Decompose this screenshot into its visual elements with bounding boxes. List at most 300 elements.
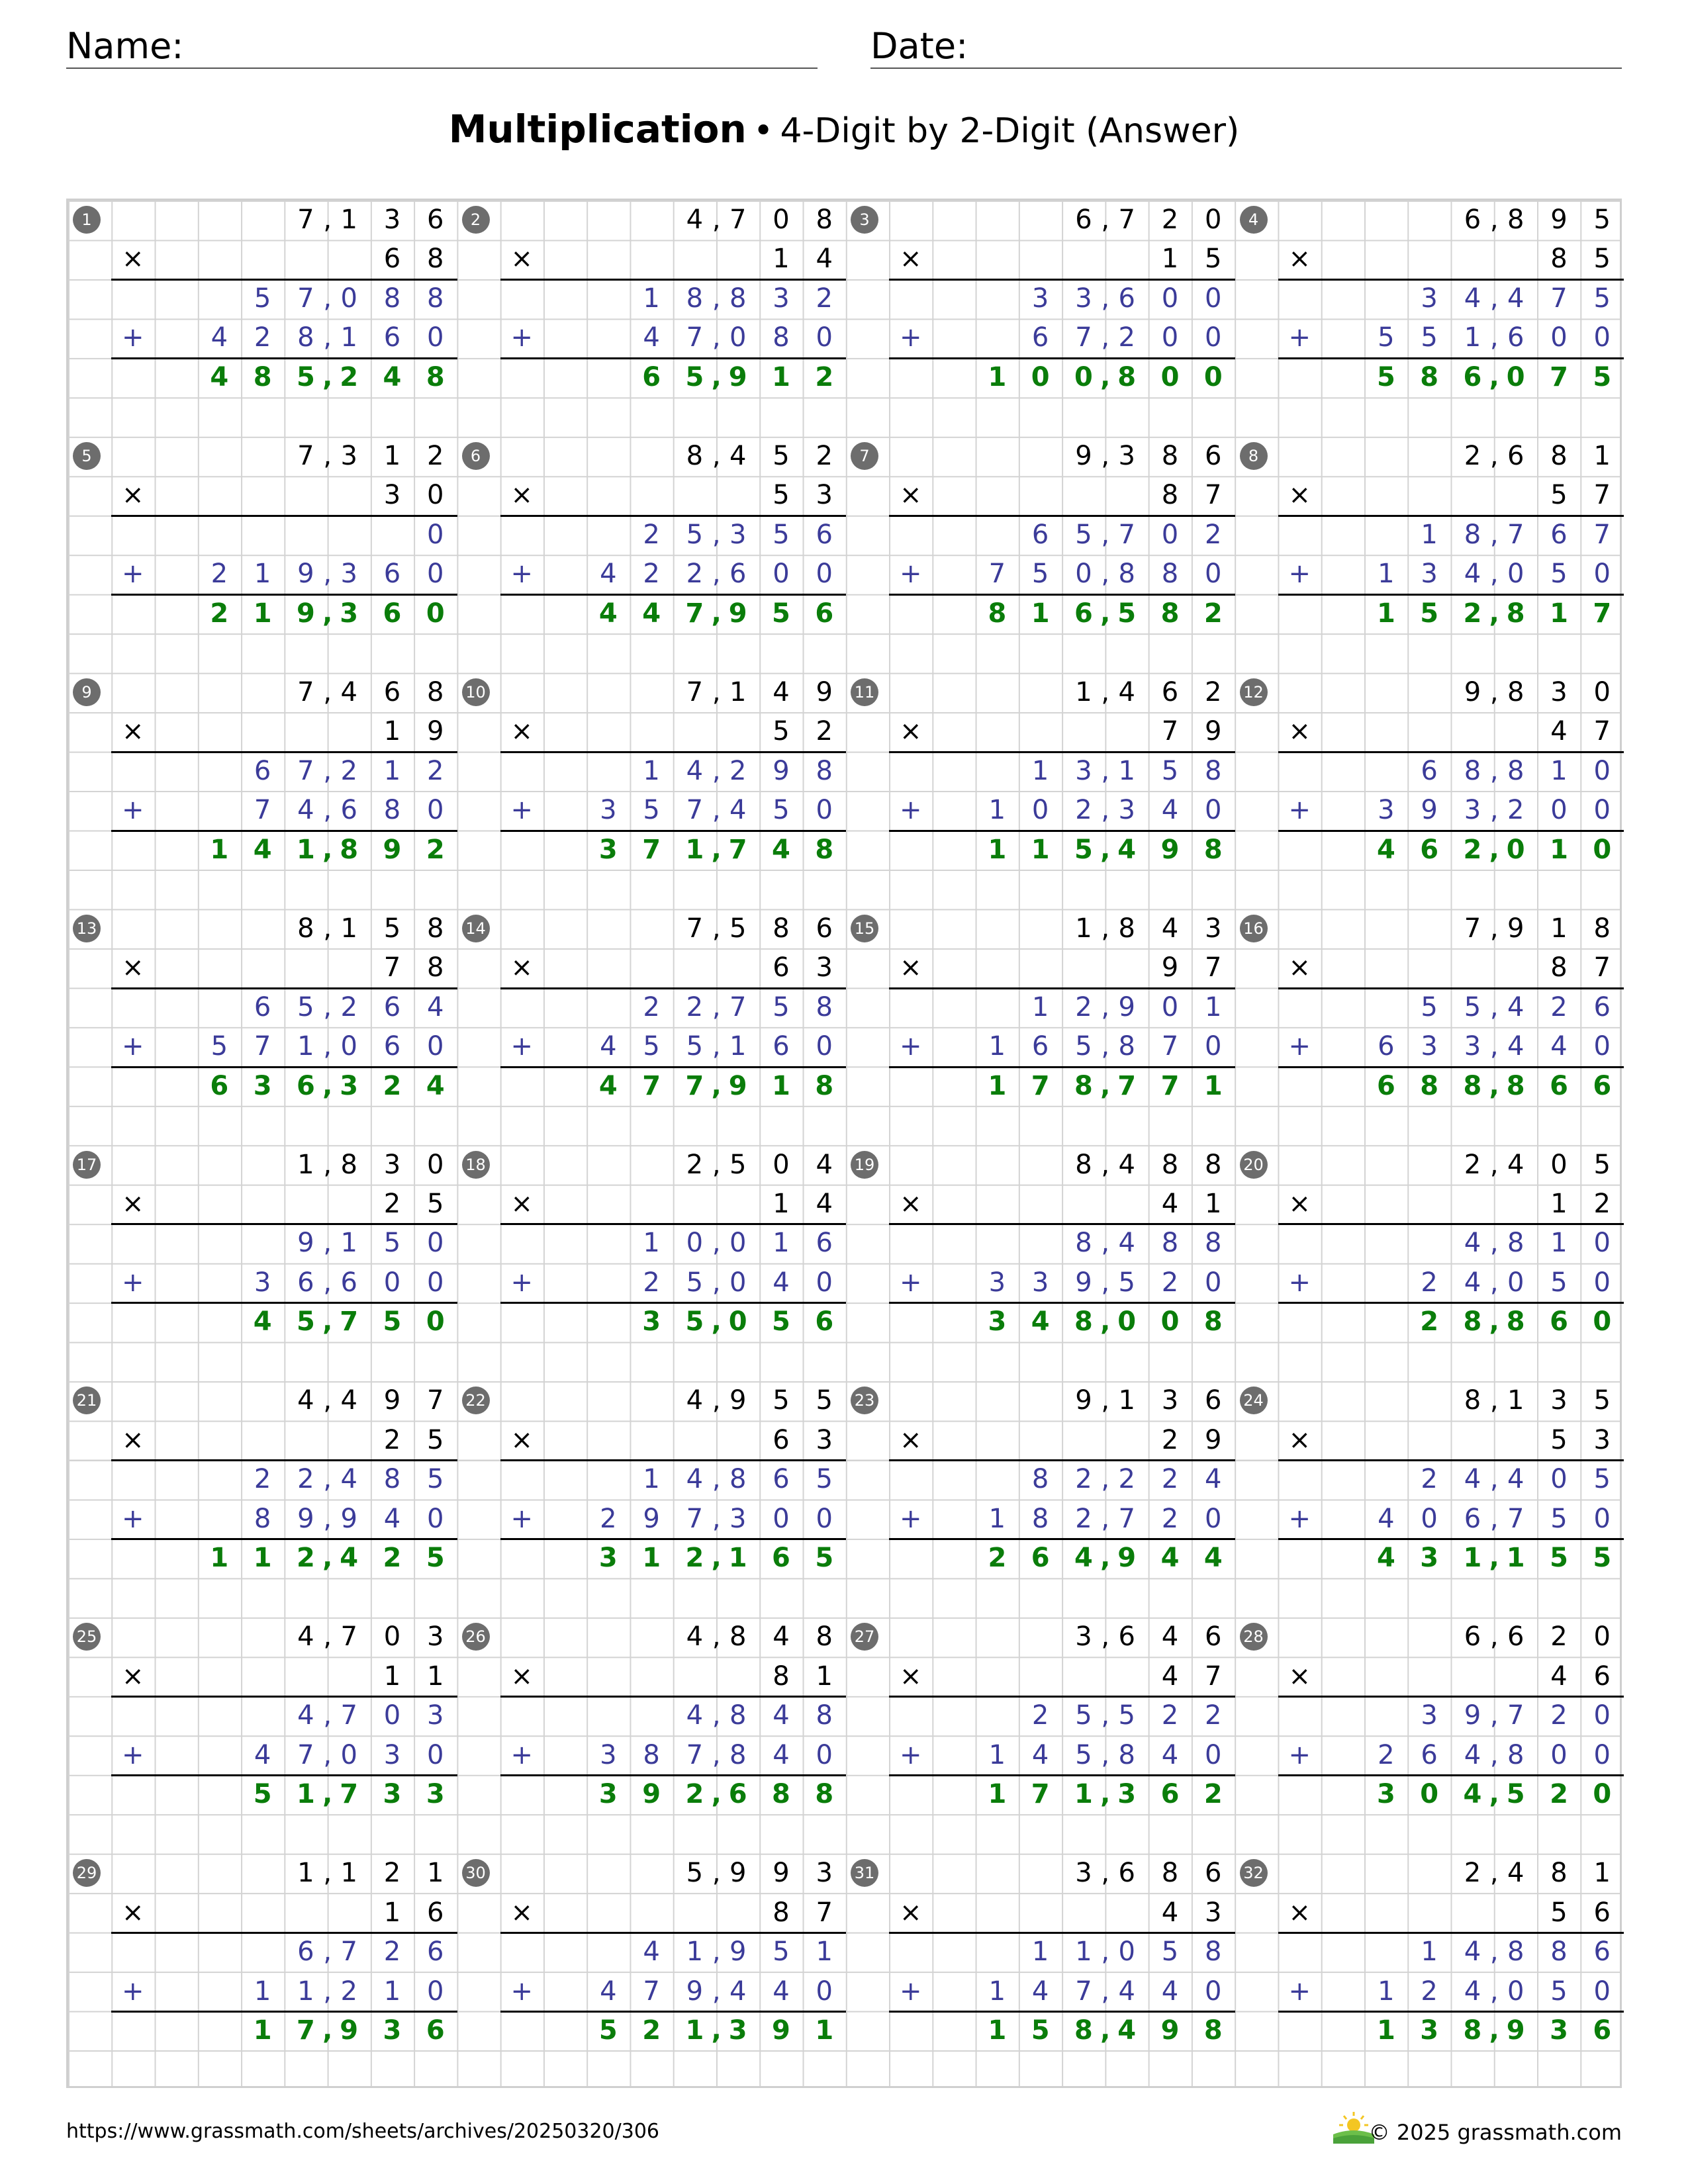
partial-product-1-digit: 1 [1421, 519, 1438, 550]
multiplicand-digit: 8 [1161, 1858, 1179, 1889]
answer-digit: 6 [383, 598, 402, 629]
partial-product-1-digit: 3 [729, 519, 747, 550]
answer-comma: , [1100, 361, 1111, 392]
multiplicand-digit: 9 [1550, 205, 1568, 235]
multiplier-digit: 7 [1593, 480, 1611, 511]
partial-product-1-digit: 4 [773, 1700, 790, 1731]
partial-product-2-comma: , [1489, 1503, 1499, 1534]
plus-sign: + [122, 1503, 144, 1534]
partial-product-2-digit: 3 [254, 1267, 271, 1298]
multiplicand-digit: 7 [729, 205, 747, 235]
multiplicand-comma: , [323, 1621, 332, 1653]
answer-digit: 1 [1203, 1070, 1223, 1101]
answer-digit: 8 [426, 361, 445, 392]
multiplicand-digit: 4 [1507, 1149, 1524, 1180]
partial-product-1-comma: , [323, 1700, 332, 1731]
times-sign: × [122, 1188, 144, 1219]
times-sign: × [1288, 1897, 1311, 1928]
answer-digit: 3 [1420, 2015, 1439, 2046]
partial-product-1-comma: , [1101, 755, 1110, 786]
problem-number-badge: 8 [1240, 442, 1268, 470]
partial-product-2-comma: , [323, 1503, 332, 1534]
partial-product-1-digit: 8 [1205, 1936, 1222, 1968]
multiplicand-digit: 4 [1118, 1149, 1135, 1180]
partial-product-2-digit: 6 [1031, 1031, 1049, 1062]
problem-number-badge: 24 [1240, 1387, 1268, 1414]
title-subtitle: 4-Digit by 2-Digit (Answer) [780, 111, 1240, 151]
partial-product-1-digit: 1 [643, 1464, 660, 1495]
answer-digit: 4 [1074, 1543, 1093, 1574]
multiplicand-digit: 8 [340, 1149, 357, 1180]
problem-30 [457, 1854, 847, 2090]
partial-product-2-digit: 2 [1378, 1739, 1395, 1770]
partial-product-2-digit: 3 [1421, 559, 1438, 590]
problem-number-badge: 31 [851, 1859, 878, 1887]
partial-product-1-digit: 8 [816, 991, 833, 1023]
partial-product-2-digit: 0 [1593, 1976, 1611, 2007]
partial-product-1-digit: 8 [1507, 755, 1524, 786]
times-sign: × [900, 244, 922, 275]
partial-product-1-digit: 6 [254, 991, 271, 1023]
name-field[interactable] [66, 25, 818, 69]
problem-29 [68, 1854, 457, 2090]
partial-product-1-digit: 2 [816, 283, 833, 314]
partial-product-1-digit: 2 [383, 1936, 401, 1968]
multiplier-digit: 7 [1593, 952, 1611, 983]
partial-product-2-comma: , [323, 1267, 332, 1298]
multiplicand-digit: 8 [773, 913, 790, 944]
plus-sign: + [510, 559, 534, 590]
partial-product-2-digit: 0 [427, 322, 444, 353]
answer-digit: 4 [1160, 1543, 1180, 1574]
multiplicand-digit: 8 [427, 913, 444, 944]
multiplicand-comma: , [712, 1858, 721, 1889]
multiplier-digit: 4 [1550, 716, 1568, 747]
partial-product-2-digit: 4 [1161, 1739, 1179, 1770]
partial-product-2-comma: , [1101, 1976, 1110, 2007]
partial-product-1-digit: 2 [1118, 1464, 1135, 1495]
answer-digit: 4 [1117, 2015, 1137, 2046]
multiplicand-comma: , [1489, 205, 1499, 235]
multiplier-digit: 2 [383, 1424, 401, 1455]
answer-digit: 0 [1117, 1306, 1137, 1338]
partial-product-2-digit: 3 [1464, 795, 1481, 826]
answer-digit: 6 [728, 1779, 747, 1810]
problem-14 [457, 909, 847, 1146]
partial-product-2-digit: 5 [1031, 559, 1049, 590]
partial-product-2-digit: 8 [1031, 1503, 1049, 1534]
multiplicand-digit: 1 [297, 1149, 314, 1180]
partial-product-2-digit: 3 [600, 1739, 617, 1770]
answer-digit: 1 [1074, 1779, 1093, 1810]
partial-product-2-digit: 7 [297, 1739, 314, 1770]
answer-comma: , [322, 1779, 333, 1810]
answer-digit: 6 [1550, 1070, 1568, 1101]
partial-product-2-digit: 8 [297, 322, 314, 353]
partial-product-2-digit: 8 [773, 322, 790, 353]
partial-product-2-digit: 6 [383, 1031, 401, 1062]
problem-9 [68, 673, 457, 909]
partial-product-2-comma: , [1101, 1031, 1110, 1062]
partial-product-1-digit: 2 [729, 755, 747, 786]
multiplicand-digit: 9 [383, 1385, 401, 1416]
times-sign: × [1288, 952, 1311, 983]
partial-product-1-digit: 5 [1118, 1700, 1135, 1731]
partial-product-1-comma: , [1101, 1464, 1110, 1495]
answer-digit: 0 [728, 1306, 747, 1338]
partial-product-1-digit: 3 [1421, 283, 1438, 314]
partial-product-2-comma: , [712, 1503, 721, 1534]
multiplier-digit: 8 [773, 1661, 790, 1692]
partial-product-2-digit: 6 [773, 1031, 790, 1062]
answer-digit: 7 [642, 834, 661, 865]
partial-product-1-digit: 4 [686, 755, 704, 786]
page-title [0, 106, 1688, 154]
answer-digit: 9 [728, 361, 747, 392]
partial-product-2-comma: , [1101, 1267, 1110, 1298]
partial-product-2-comma: , [323, 1739, 332, 1770]
partial-product-1-digit: 2 [1161, 1700, 1179, 1731]
multiplier-digit: 5 [427, 1188, 444, 1219]
problem-number-badge: 14 [462, 915, 490, 942]
partial-product-1-digit: 6 [254, 755, 271, 786]
answer-digit: 1 [1376, 598, 1395, 629]
partial-product-2-digit: 0 [729, 322, 747, 353]
partial-product-1-comma: , [323, 755, 332, 786]
partial-product-2-digit: 7 [1075, 322, 1092, 353]
problem-number-badge: 21 [73, 1387, 101, 1414]
multiplicand-digit: 0 [1593, 676, 1611, 707]
multiplicand-digit: 1 [1075, 676, 1092, 707]
partial-product-1-digit: 4 [686, 1464, 704, 1495]
answer-digit: 5 [426, 1543, 445, 1574]
answer-digit: 6 [1376, 1070, 1395, 1101]
partial-product-1-comma: , [1101, 1700, 1110, 1731]
multiplier-digit: 1 [773, 1188, 790, 1219]
answer-digit: 8 [815, 834, 834, 865]
multiplicand-digit: 9 [1507, 913, 1524, 944]
plus-sign: + [900, 322, 922, 353]
answer-digit: 8 [1463, 2015, 1482, 2046]
multiplier-digit: 0 [427, 480, 444, 511]
partial-product-1-digit: 5 [1593, 1464, 1611, 1495]
partial-product-1-digit: 1 [340, 1228, 357, 1259]
partial-product-2-digit: 4 [643, 322, 660, 353]
answer-digit: 6 [1031, 1543, 1050, 1574]
multiplicand-digit: 2 [1464, 440, 1481, 471]
problem-20 [1235, 1146, 1624, 1382]
partial-product-2-digit: 9 [340, 1503, 357, 1534]
partial-product-2-digit: 0 [427, 1739, 444, 1770]
partial-product-1-digit: 6 [383, 991, 401, 1023]
partial-product-2-digit: 0 [1205, 559, 1222, 590]
multiplicand-digit: 6 [383, 676, 401, 707]
multiplicand-digit: 0 [383, 1621, 401, 1653]
answer-digit: 5 [815, 1543, 834, 1574]
multiplicand-digit: 9 [729, 1385, 747, 1416]
multiplicand-digit: 4 [816, 1149, 833, 1180]
multiplicand-digit: 3 [816, 1858, 833, 1889]
answer-digit: 5 [1420, 598, 1439, 629]
answer-digit: 9 [383, 834, 402, 865]
partial-product-2-digit: 1 [1464, 322, 1481, 353]
problem-number-badge: 10 [462, 678, 490, 706]
answer-digit: 1 [728, 1543, 747, 1574]
partial-product-1-digit: 1 [643, 755, 660, 786]
problem-number-badge: 6 [462, 442, 490, 470]
partial-product-2-digit: 2 [1421, 1267, 1438, 1298]
partial-product-2-digit: 7 [686, 322, 704, 353]
answer-digit: 0 [426, 598, 445, 629]
partial-product-1-digit: 8 [1464, 519, 1481, 550]
answer-digit: 1 [988, 1779, 1007, 1810]
partial-product-2-digit: 0 [816, 1976, 833, 2007]
multiplicand-digit: 4 [773, 1621, 790, 1653]
partial-product-1-digit: 0 [1550, 1464, 1568, 1495]
partial-product-2-digit: 0 [340, 1031, 357, 1062]
multiplicand-comma: , [323, 1858, 332, 1889]
answer-digit: 0 [1203, 361, 1223, 392]
partial-product-2-digit: 5 [773, 795, 790, 826]
problem-10 [457, 673, 847, 909]
multiplier-digit: 9 [1205, 716, 1222, 747]
partial-product-1-comma: , [712, 1464, 721, 1495]
multiplicand-digit: 6 [1205, 1621, 1222, 1653]
partial-product-1-digit: 0 [1161, 519, 1179, 550]
answer-digit: 8 [1203, 834, 1223, 865]
multiplicand-digit: 8 [1075, 1149, 1092, 1180]
multiplicand-digit: 1 [427, 1858, 444, 1889]
multiplicand-digit: 6 [1464, 205, 1481, 235]
partial-product-1-comma: , [1489, 1700, 1499, 1731]
partial-product-1-comma: , [712, 283, 721, 314]
multiplier-digit: 1 [383, 716, 401, 747]
multiplier-digit: 4 [816, 1188, 833, 1219]
problem-7 [846, 437, 1235, 673]
answer-digit: 9 [1117, 1543, 1137, 1574]
partial-product-2-digit: 4 [729, 795, 747, 826]
partial-product-2-digit: 0 [427, 1503, 444, 1534]
multiplicand-digit: 5 [773, 1385, 790, 1416]
partial-product-2-digit: 0 [1205, 1976, 1222, 2007]
partial-product-2-digit: 4 [1118, 1976, 1135, 2007]
answer-digit: 3 [728, 2015, 747, 2046]
partial-product-2-digit: 4 [383, 1503, 401, 1534]
partial-product-1-digit: 5 [1161, 755, 1179, 786]
partial-product-1-digit: 1 [643, 1228, 660, 1259]
answer-digit: 5 [1593, 1543, 1612, 1574]
multiplicand-digit: 9 [773, 1858, 790, 1889]
answer-digit: 8 [1506, 598, 1525, 629]
partial-product-2-digit: 0 [383, 1267, 401, 1298]
problem-32 [1235, 1854, 1624, 2090]
answer-digit: 2 [210, 598, 229, 629]
partial-product-2-digit: 6 [297, 1267, 314, 1298]
multiplicand-digit: 2 [816, 440, 833, 471]
problem-number-badge: 28 [1240, 1623, 1268, 1651]
answer-digit: 0 [1593, 1306, 1612, 1338]
partial-product-1-comma: , [1489, 1464, 1499, 1495]
answer-comma: , [1100, 2015, 1111, 2046]
multiplicand-digit: 1 [729, 676, 747, 707]
partial-product-2-digit: 1 [297, 1976, 314, 2007]
partial-product-1-comma: , [323, 991, 332, 1023]
plus-sign: + [900, 559, 922, 590]
multiplicand-comma: , [712, 1149, 721, 1180]
partial-product-1-digit: 0 [1593, 755, 1611, 786]
answer-digit: 4 [598, 1070, 618, 1101]
answer-digit: 6 [1160, 1779, 1180, 1810]
answer-digit: 9 [642, 1779, 661, 1810]
multiplicand-digit: 6 [1205, 1858, 1222, 1889]
partial-product-1-digit: 7 [297, 755, 314, 786]
answer-digit: 2 [815, 361, 834, 392]
partial-product-1-digit: 2 [340, 755, 357, 786]
times-sign: × [510, 1424, 534, 1455]
partial-product-2-digit: 4 [1031, 1976, 1049, 2007]
multiplier-digit: 5 [427, 1424, 444, 1455]
multiplicand-digit: 9 [1075, 1385, 1092, 1416]
partial-product-2-comma: , [1101, 559, 1110, 590]
times-sign: × [1288, 480, 1311, 511]
partial-product-2-digit: 5 [1550, 1976, 1568, 2007]
partial-product-2-digit: 4 [1464, 1267, 1481, 1298]
multiplicand-digit: 7 [297, 205, 314, 235]
partial-product-2-digit: 3 [729, 1503, 747, 1534]
times-sign: × [1288, 1661, 1311, 1692]
problem-18 [457, 1146, 847, 1382]
answer-digit: 6 [1550, 1306, 1568, 1338]
partial-product-1-digit: 0 [1593, 1228, 1611, 1259]
answer-digit: 7 [340, 1306, 359, 1338]
times-sign: × [1288, 716, 1311, 747]
partial-product-1-digit: 6 [297, 1936, 314, 1968]
problem-6 [457, 437, 847, 673]
multiplicand-digit: 8 [816, 1621, 833, 1653]
partial-product-2-digit: 0 [816, 1031, 833, 1062]
partial-product-1-digit: 4 [1464, 1936, 1481, 1968]
answer-digit: 3 [598, 834, 618, 865]
partial-product-1-digit: 8 [1205, 1228, 1222, 1259]
partial-product-2-digit: 6 [1378, 1031, 1395, 1062]
answer-digit: 1 [253, 598, 272, 629]
answer-comma: , [1489, 834, 1499, 865]
multiplier-digit: 8 [427, 952, 444, 983]
answer-digit: 6 [1593, 2015, 1612, 2046]
partial-product-1-comma: , [712, 755, 721, 786]
partial-product-2-digit: 8 [643, 1739, 660, 1770]
partial-product-2-digit: 1 [988, 1031, 1006, 1062]
answer-digit: 1 [772, 361, 790, 392]
partial-product-2-digit: 6 [1031, 322, 1049, 353]
answer-digit: 9 [296, 598, 315, 629]
answer-comma: , [322, 1070, 333, 1101]
partial-product-2-digit: 4 [1464, 1976, 1481, 2007]
multiplier-digit: 8 [1161, 480, 1179, 511]
partial-product-2-comma: , [712, 1739, 721, 1770]
multiplicand-digit: 6 [427, 205, 444, 235]
partial-product-1-digit: 9 [297, 1228, 314, 1259]
multiplicand-digit: 1 [1507, 1385, 1524, 1416]
partial-product-2-digit: 4 [773, 1976, 790, 2007]
multiplicand-comma: , [323, 1149, 332, 1180]
multiplicand-digit: 4 [297, 1385, 314, 1416]
multiplicand-digit: 1 [383, 440, 401, 471]
partial-product-2-digit: 4 [1464, 559, 1481, 590]
multiplicand-digit: 1 [1075, 913, 1092, 944]
partial-product-1-digit: 1 [1550, 1228, 1568, 1259]
problem-number-badge: 2 [462, 206, 490, 234]
multiplicand-digit: 8 [816, 205, 833, 235]
title-separator: • [753, 111, 774, 151]
partial-product-2-digit: 0 [1421, 1503, 1438, 1534]
answer-comma: , [711, 2015, 722, 2046]
answer-digit: 1 [1550, 834, 1568, 865]
answer-digit: 0 [426, 1306, 445, 1338]
answer-digit: 6 [772, 1543, 790, 1574]
multiplicand-digit: 6 [1075, 205, 1092, 235]
answer-digit: 2 [340, 361, 359, 392]
plus-sign: + [122, 1031, 144, 1062]
problem-number-badge: 7 [851, 442, 878, 470]
partial-product-2-comma: , [712, 795, 721, 826]
multiplier-digit: 6 [1593, 1897, 1611, 1928]
answer-digit: 4 [1117, 834, 1137, 865]
problem-25 [68, 1617, 457, 1854]
partial-product-2-comma: , [1489, 322, 1499, 353]
date-field[interactable] [870, 25, 1622, 69]
partial-product-1-digit: 6 [1031, 519, 1049, 550]
answer-digit: 1 [988, 361, 1007, 392]
partial-product-2-digit: 0 [1205, 1031, 1222, 1062]
partial-product-2-digit: 5 [643, 1031, 660, 1062]
multiplicand-digit: 5 [1593, 1385, 1611, 1416]
answer-comma: , [711, 1779, 722, 1810]
multiplicand-digit: 8 [1593, 913, 1611, 944]
multiplicand-digit: 3 [1118, 440, 1135, 471]
answer-digit: 3 [340, 1070, 359, 1101]
partial-product-2-digit: 8 [1118, 1031, 1135, 1062]
answer-digit: 9 [1160, 834, 1180, 865]
multiplicand-comma: , [1101, 440, 1110, 471]
partial-product-2-digit: 3 [1421, 1031, 1438, 1062]
answer-digit: 8 [815, 1070, 834, 1101]
partial-product-1-digit: 5 [1075, 519, 1092, 550]
multiplier-digit: 5 [1550, 1897, 1568, 1928]
answer-digit: 4 [1376, 1543, 1395, 1574]
partial-product-2-digit: 8 [383, 795, 401, 826]
problem-28 [1235, 1617, 1624, 1854]
multiplicand-digit: 7 [297, 440, 314, 471]
multiplicand-digit: 4 [1161, 1621, 1179, 1653]
partial-product-1-comma: , [712, 991, 721, 1023]
multiplier-digit: 5 [773, 480, 790, 511]
partial-product-1-digit: 2 [1205, 1700, 1222, 1731]
multiplicand-digit: 7 [340, 1621, 357, 1653]
partial-product-1-comma: , [323, 283, 332, 314]
answer-digit: 3 [598, 1543, 618, 1574]
answer-comma: , [1489, 361, 1499, 392]
multiplicand-digit: 8 [1507, 205, 1524, 235]
answer-digit: 8 [1117, 361, 1137, 392]
answer-digit: 6 [426, 2015, 445, 2046]
multiplicand-digit: 7 [1464, 913, 1481, 944]
partial-product-2-digit: 7 [686, 1503, 704, 1534]
multiplicand-digit: 4 [1507, 1858, 1524, 1889]
partial-product-2-digit: 5 [1550, 1503, 1568, 1534]
partial-product-2-digit: 8 [254, 1503, 271, 1534]
plus-sign: + [510, 1031, 534, 1062]
